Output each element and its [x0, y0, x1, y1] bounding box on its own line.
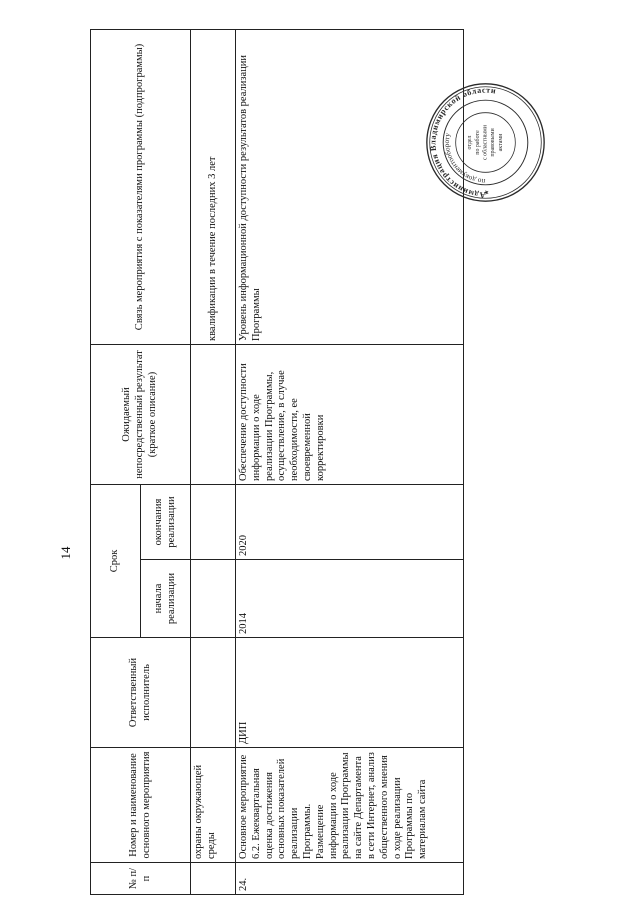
seal-outer-text: Администрация Владимирской области [428, 85, 498, 200]
seal-center-line: правовыми [490, 128, 497, 157]
seal-center-line: с областными [482, 125, 489, 160]
header-term: Срок [91, 484, 141, 637]
header-num: № п/п [91, 863, 191, 895]
header-term-end: окончания реализации [141, 484, 191, 559]
table-row [191, 29, 236, 894]
cell-num [191, 863, 236, 895]
header-executor: Ответственный исполнитель [91, 638, 191, 748]
cell-link: квалификации в течение последних 3 лет [191, 29, 236, 344]
events-table [90, 29, 464, 895]
cell-name: охраны окружающей среды [191, 748, 236, 863]
cell-start [191, 560, 236, 638]
header-result: Ожидаемый непосредственный результат (краткое описание) [91, 344, 191, 484]
cell-num: 24. [236, 863, 464, 895]
rotated-page-content [90, 30, 465, 895]
cell-end [191, 484, 236, 559]
cell-result [191, 344, 236, 484]
cell-end: 2020 [236, 484, 464, 559]
cell-start: 2014 [236, 560, 464, 638]
cell-executor [191, 638, 236, 748]
seal-star-icon: ★ [483, 189, 491, 196]
header-term-start: начала реализации [141, 560, 191, 638]
seal-center-line: актами [497, 133, 504, 152]
cell-result: Обеспечение доступности информации о ходе реализации Программы, осуществление, в случае необходимости, ее своевременной корректировки [236, 344, 464, 484]
cell-link: Уровень информационной доступности результатов реализации Программы [236, 29, 464, 344]
seal-center-line: отдел [467, 135, 474, 150]
cell-name: Основное мероприятие 6.2. Ежеквартальная оценка достижения основных показателей реализации Программы. Размещение информации о ходе реализации Программы на сайте Департамента в сети Интернет, анализ общественного мнения о ходе реализации Программы по материалам сайта [236, 748, 464, 863]
seal-ring-text: по документообороту [442, 132, 486, 186]
cell-executor: ДИП [236, 638, 464, 748]
header-link: Связь мероприятия с показателями программы (подпрограммы) [91, 29, 191, 344]
header-name: Номер и наименование основного мероприятия [91, 748, 191, 863]
table-header-row [91, 29, 141, 894]
official-seal [423, 80, 548, 205]
page-number: 14 [58, 546, 73, 560]
seal-center-line: по работе [474, 130, 481, 155]
